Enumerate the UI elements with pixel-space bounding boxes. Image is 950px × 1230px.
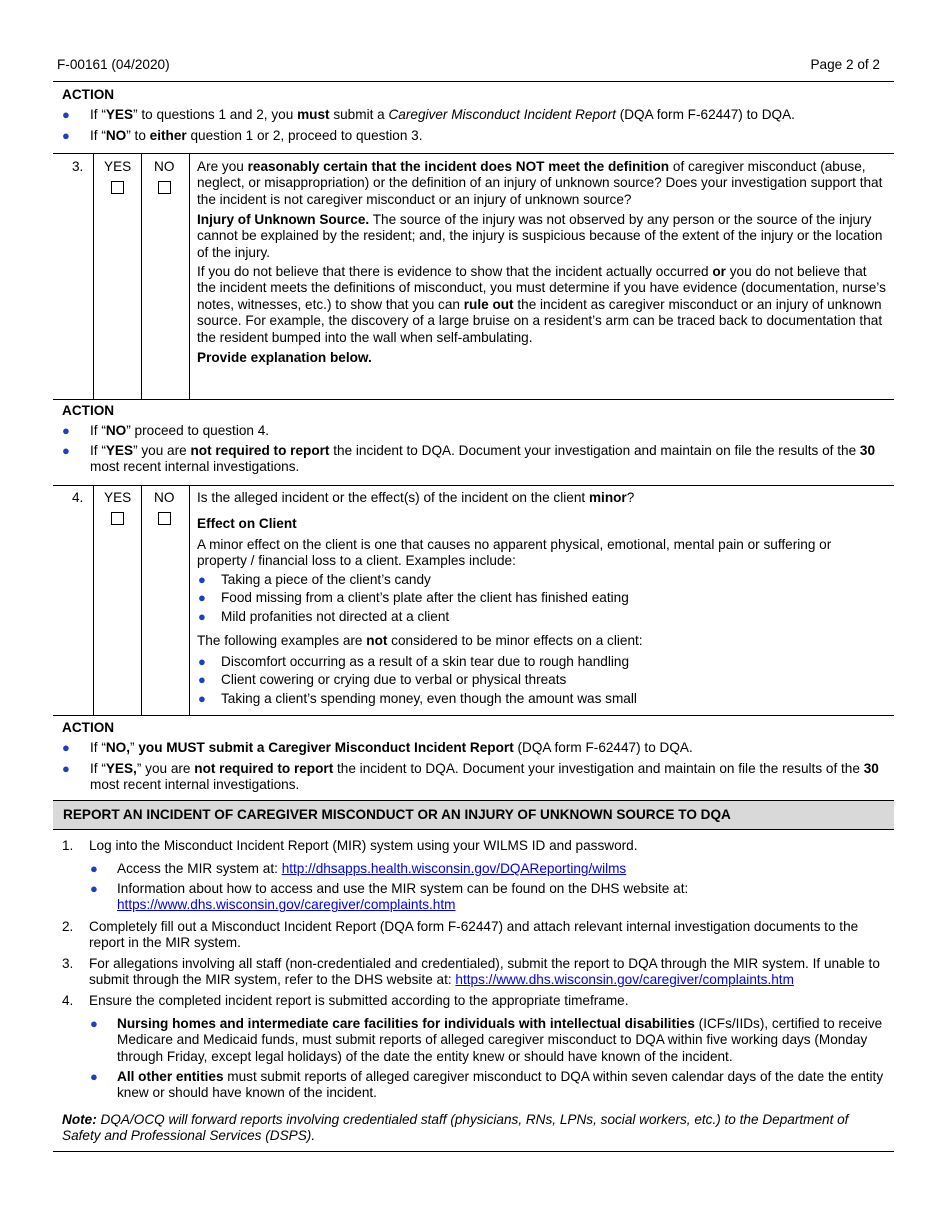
q4-divider [189,485,190,715]
q4-minor-example: Mild profanities not directed at a client [221,609,450,624]
q4-minor-example: Taking a piece of the client’s candy [221,572,431,587]
footer-rule [53,1151,894,1152]
bullet-icon: ● [198,590,206,605]
page-number: Page 2 of 2 [810,57,880,72]
bullet-icon: ● [62,423,70,438]
action-heading-2: ACTION [62,403,115,418]
q4-not-minor-example: Taking a client’s spending money, even though the amount was small [221,691,637,706]
action-heading-1: ACTION [62,87,115,102]
q4-minor-intro: A minor effect on the client is one that causes no apparent physical, emotional, mental pain or suffering or property / financial loss to a client. Examples include: [197,537,832,569]
bullet-icon: ● [90,861,98,876]
q4-effect-title: Effect on Client [197,516,297,531]
q4-not-minor-intro: The following examples are not considered to be minor effects on a client: [197,633,643,648]
bullet-icon: ● [62,761,70,776]
q3-explanation-prompt: Provide explanation below. [197,350,372,365]
q4-divider [141,485,142,715]
q3-divider [189,153,190,399]
q3-yes-checkbox[interactable] [111,181,124,194]
step-number: 1. [62,838,74,853]
q4-bottom-rule [53,715,894,716]
q3-no-checkbox[interactable] [158,181,171,194]
step-2-text: Completely fill out a Misconduct Incident Report (DQA form F-62447) and attach relevant internal investigation documents to the report in the MIR system. [89,919,859,951]
step-1-sub-1: Access the MIR system at: http://dhsapps.health.wisconsin.gov/DQAReporting/wilms [117,861,627,876]
q4-question-text: Is the alleged incident or the effect(s) of the incident on the client minor? [197,490,635,505]
bullet-icon: ● [90,1069,98,1084]
step-3-text: For allegations involving all staff (non-credentialed and credentialed), submit the report to DQA through the MIR system. If unable to submit through the MIR system, refer to the DHS website at: https://www.dhs.wisconsin.gov/caregiver/complaints.htm [89,956,880,988]
q4-not-minor-example: Client cowering or crying due to verbal or physical threats [221,672,567,687]
q3-bottom-rule [53,399,894,400]
action1-item-1: If “YES” to questions 1 and 2, you must submit a Caregiver Misconduct Incident Report (DQA form F-62447) to DQA. [90,107,795,122]
bullet-icon: ● [198,654,206,669]
bullet-icon: ● [198,672,206,687]
dhs-complaints-link[interactable]: https://www.dhs.wisconsin.gov/caregiver/complaints.htm [455,972,794,988]
step-4-text: Ensure the completed incident report is submitted according to the appropriate timeframe. [89,993,629,1008]
step-number: 2. [62,919,74,934]
step-4-sub-2: All other entities must submit reports of alleged caregiver misconduct to DQA within seven calendar days of the date the entity knew or should have known of the incident. [117,1069,884,1101]
q3-question-text: Are you reasonably certain that the incident does NOT meet the definition of caregiver misconduct (abuse, neglect, or misappropriation) or the definition of an injury of unknown source? Does your investigation support that the incident is not caregiver misconduct or an injury of unknown source? [197,159,883,207]
q4-number: 4. [72,490,84,505]
q3-number: 3. [72,159,84,174]
step-number: 4. [62,993,74,1008]
bullet-icon: ● [198,572,206,587]
header-rule [53,81,894,82]
form-id: F-00161 (04/2020) [57,57,170,72]
action3-item-2: If “YES,” you are not required to report the incident to DQA. Document your investigation and maintain on file the results of the 30 most recent internal investigations. [90,761,879,793]
action2-item-2: If “YES” you are not required to report the incident to DQA. Document your investigation and maintain on file the results of the 30 most recent internal investigations. [90,443,876,475]
q4-yes-checkbox[interactable] [111,512,124,525]
action1-item-2: If “NO” to either question 1 or 2, proceed to question 3. [90,128,423,143]
dhs-complaints-link[interactable]: https://www.dhs.wisconsin.gov/caregiver/complaints.htm [117,897,456,913]
note-text: Note: DQA/OCQ will forward reports involving credentialed staff (physicians, RNs, LPNs, social workers, etc.) to the Department of Safety and Professional Services (DSPS). [62,1112,849,1144]
bullet-icon: ● [62,443,70,458]
q4-no-checkbox[interactable] [158,512,171,525]
step-number: 3. [62,956,74,971]
bullet-icon: ● [198,609,206,624]
q3-divider [141,153,142,399]
bullet-icon: ● [62,107,70,122]
q4-no-label: NO [154,490,175,505]
step-1-text: Log into the Misconduct Incident Report (MIR) system using your WILMS ID and password. [89,838,638,853]
q3-yes-label: YES [104,159,132,174]
q4-not-minor-example: Discomfort occurring as a result of a skin tear due to rough handling [221,654,630,669]
q4-yes-label: YES [104,490,132,505]
action3-item-1: If “NO,” you MUST submit a Caregiver Misconduct Incident Report (DQA form F-62447) to DQA. [90,740,693,755]
q3-top-rule [53,153,894,154]
q3-no-label: NO [154,159,175,174]
q4-divider [93,485,94,715]
bullet-icon: ● [62,740,70,755]
step-1-sub-2: Information about how to access and use the MIR system can be found on the DHS website at: https://www.dhs.wisconsin.gov/caregiver/complaints.htm [117,881,689,913]
mir-system-link[interactable]: http://dhsapps.health.wisconsin.gov/DQAReporting/wilms [281,861,627,876]
q3-divider [93,153,94,399]
q3-evidence-text: If you do not believe that there is evidence to show that the incident actually occurred or you do not believe that the incident meets the definitions of misconduct, you must determine if you have evidence (documentation, nurse’s notes, witnesses, etc.) to show that you can rule out the incident as caregiver misconduct or an injury of unknown source. For example, the discovery of a large bruise on a resident’s arm can be traced back to documentation that the resident bumped into the wall when self-ambulating. [197,264,886,345]
bullet-icon: ● [62,128,70,143]
action2-item-1: If “NO” proceed to question 4. [90,423,270,438]
q4-top-rule [53,485,894,486]
q3-injury-definition: Injury of Unknown Source. The source of the injury was not observed by any person or the source of the injury cannot be explained by the resident; and, the injury is suspicious because of the extent of the injury or the location of the injury. [197,212,883,260]
bullet-icon: ● [90,881,98,896]
report-banner-title: REPORT AN INCIDENT OF CAREGIVER MISCONDUCT OR AN INJURY OF UNKNOWN SOURCE TO DQA [63,807,731,822]
bullet-icon: ● [90,1016,98,1031]
bullet-icon: ● [198,691,206,706]
action-heading-3: ACTION [62,720,115,735]
q4-minor-example: Food missing from a client’s plate after the client has finished eating [221,590,629,605]
step-4-sub-1: Nursing homes and intermediate care facilities for individuals with intellectual disabilities (ICFs/IIDs), certified to receive Medicare and Medicaid funds, must submit reports of alleged caregiver misconduct to DQA within five working days (Monday through Friday, except legal holidays) of the date the entity knew or should have known of the incident. [117,1016,883,1064]
